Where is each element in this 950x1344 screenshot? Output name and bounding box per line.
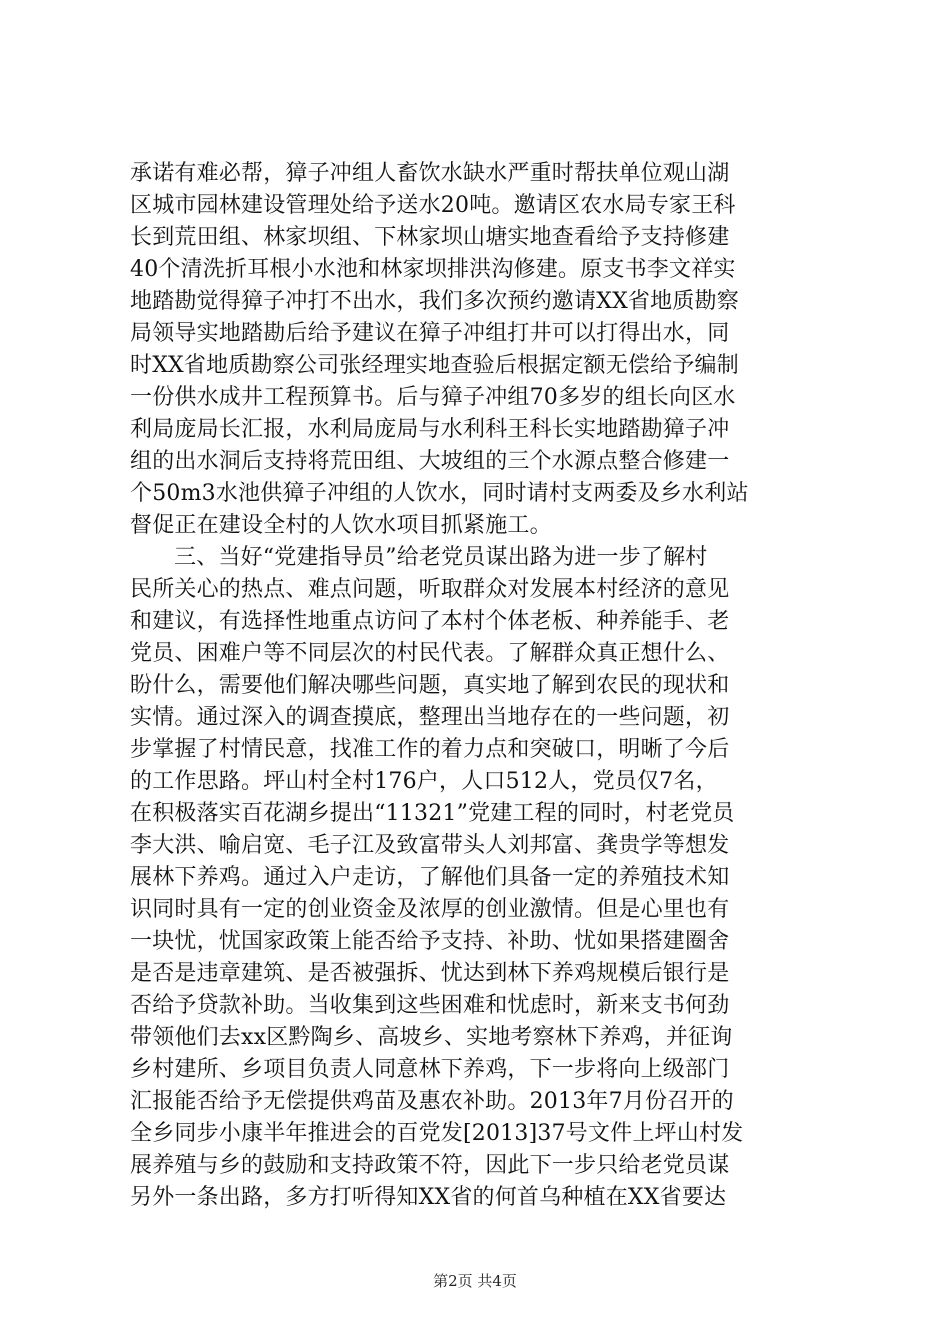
text-line: 地踏勘觉得獐子冲打不出水，我们多次预约邀请XX省地质勘察 xyxy=(130,289,739,314)
text-line: 督促正在建设全村的人饮水项目抓紧施工。 xyxy=(130,513,552,538)
text-line: 是否是违章建筑、是否被强拆、忧达到林下养鸡规模后银行是 xyxy=(130,961,730,986)
text-line: 展养殖与乡的鼓励和支持政策不符，因此下一步只给老党员谋 xyxy=(130,1153,730,1178)
text-line: 一块忧，忧国家政策上能否给予支持、补助、忧如果搭建圈舍 xyxy=(130,929,730,954)
text-line: 步掌握了村情民意，找准工作的着力点和突破口，明晰了今后 xyxy=(130,737,730,762)
text-line: 承诺有难必帮，獐子冲组人畜饮水缺水严重时帮扶单位观山湖 xyxy=(130,161,730,186)
text-line: 另外一条出路，多方打听得知XX省的何首乌种植在XX省要达 xyxy=(130,1185,727,1210)
text-line: 个50m3水池供獐子冲组的人饮水，同时请村支两委及乡水利站 xyxy=(130,481,749,506)
text-line: 民所关心的热点、难点问题，听取群众对发展本村经济的意见 xyxy=(130,577,730,602)
text-line: 时XX省地质勘察公司张经理实地查验后根据定额无偿给予编制 xyxy=(130,353,739,378)
text-line: 一份供水成井工程预算书。后与獐子冲组70多岁的组长向区水 xyxy=(130,385,736,410)
text-line: 长到荒田组、林家坝组、下林家坝山塘实地查看给予支持修建 xyxy=(130,225,730,250)
section-heading-line: 三、当好“党建指导员”给老党员谋出路为进一步了解村 xyxy=(174,545,708,570)
text-line: 汇报能否给予无偿提供鸡苗及惠农补助。2013年7月份召开的 xyxy=(130,1089,734,1114)
text-line: 李大洪、喻启宽、毛子江及致富带头人刘邦富、龚贵学等想发 xyxy=(130,833,730,858)
text-line: 在积极落实百花湖乡提出“11321”党建工程的同时，村老党员 xyxy=(130,801,735,826)
text-line: 带领他们去xx区黔陶乡、高坡乡、实地考察林下养鸡，并征询 xyxy=(130,1025,733,1050)
text-line: 展林下养鸡。通过入户走访，了解他们具备一定的养殖技术知 xyxy=(130,865,730,890)
text-line: 实情。通过深入的调查摸底，整理出当地存在的一些问题，初 xyxy=(130,705,730,730)
text-line: 利局庞局长汇报，水利局庞局与水利科王科长实地踏勘獐子冲 xyxy=(130,417,730,442)
text-line: 党员、困难户等不同层次的村民代表。了解群众真正想什么、 xyxy=(130,641,730,666)
text-line: 组的出水洞后支持将荒田组、大坡组的三个水源点整合修建一 xyxy=(130,449,730,474)
text-line: 识同时具有一定的创业资金及浓厚的创业激情。但是心里也有 xyxy=(130,897,730,922)
text-line: 局领导实地踏勘后给予建议在獐子冲组打井可以打得出水，同 xyxy=(130,321,730,346)
text-line: 全乡同步小康半年推进会的百党发[2013]37号文件上坪山村发 xyxy=(130,1121,744,1146)
page-number-footer: 第2页 共4页 xyxy=(433,1272,517,1290)
text-line: 40个清洗折耳根小水池和林家坝排洪沟修建。原支书李文祥实 xyxy=(130,257,736,282)
text-line: 区城市园林建设管理处给予送水20吨。邀请区农水局专家王科 xyxy=(130,193,736,218)
text-line: 乡村建所、乡项目负责人同意林下养鸡，下一步将向上级部门 xyxy=(130,1057,730,1082)
text-line: 的工作思路。坪山村全村176户，人口512人，党员仅7名， xyxy=(130,769,718,794)
text-line: 否给予贷款补助。当收集到这些困难和忧虑时，新来支书何劲 xyxy=(130,993,730,1018)
body-text xyxy=(130,158,822,1214)
text-line: 盼什么，需要他们解决哪些问题，真实地了解到农民的现状和 xyxy=(130,673,730,698)
text-line: 和建议，有选择性地重点访问了本村个体老板、种养能手、老 xyxy=(130,609,730,634)
